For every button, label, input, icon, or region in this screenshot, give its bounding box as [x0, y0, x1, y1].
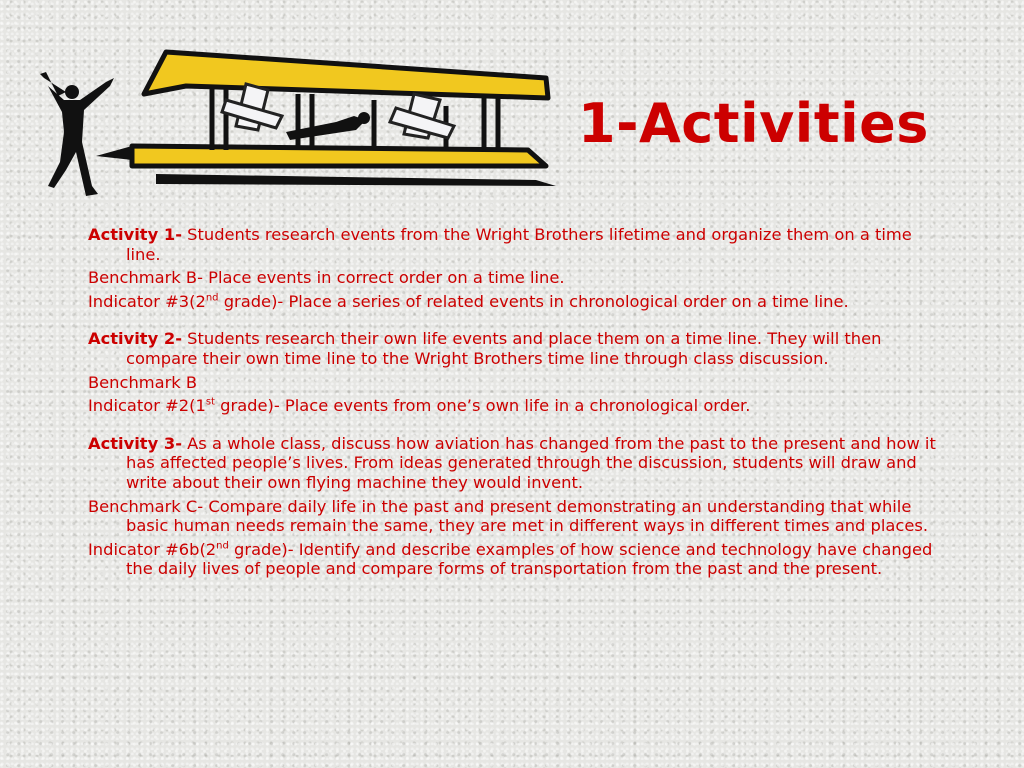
activity-1-benchmark: Benchmark B- Place events in correct order on a time line.: [88, 268, 565, 288]
activity-1-indicator: [88, 292, 938, 312]
indicator-superscript: nd: [216, 540, 229, 552]
activity-2-description: [88, 329, 938, 368]
activity-2-indicator: [88, 396, 938, 416]
indicator-text: grade)- Identify and describe examples of how science and technology have changed the daily lives of people and compare forms of transportation from the past and the present.: [126, 539, 933, 579]
activity-text: Students research events from the Wright Brothers lifetime and organize them on a time line.: [126, 225, 912, 264]
indicator-prefix: Indicator #3(2: [88, 291, 206, 311]
activity-3-indicator: [88, 540, 938, 579]
indicator-prefix: Indicator #2(1: [88, 396, 206, 416]
activity-3-benchmark: Benchmark C- Compare daily life in the past and present demonstrating an understanding that while basic human needs remain the same, they are met in different ways in different times and places.: [88, 496, 928, 536]
indicator-superscript: st: [205, 396, 215, 408]
activity-label: Activity 3-: [88, 433, 182, 453]
activities-list: [88, 225, 938, 583]
biplane-icon: [96, 52, 556, 186]
airplane-clipart-icon: [36, 34, 556, 204]
activity-label: Activity 1-: [88, 225, 182, 244]
activity-2-benchmark: Benchmark B: [88, 372, 198, 392]
cheering-man-icon: [40, 72, 114, 196]
indicator-prefix: Indicator #6b(2: [88, 539, 217, 559]
indicator-text: grade)- Place a series of related events in chronological order on a time line.: [218, 291, 849, 311]
page-title: 1-Activities: [578, 92, 929, 155]
activity-1-description: [88, 225, 938, 264]
indicator-superscript: nd: [205, 292, 219, 304]
activity-text: As a whole class, discuss how aviation has changed from the past to the present and how it has affected people’s lives. From ideas generated through the discussion, students will draw and write about their own flying machine they would invent.: [126, 433, 936, 492]
activity-3-description: [88, 434, 938, 493]
activity-text: Students research their own life events and place them on a time line. They will then compare their own time line to the Wright Brothers time line through class discussion.: [126, 329, 882, 368]
activity-label: Activity 2-: [88, 329, 182, 349]
indicator-text: grade)- Place events from one’s own life in a chronological order.: [214, 396, 751, 416]
